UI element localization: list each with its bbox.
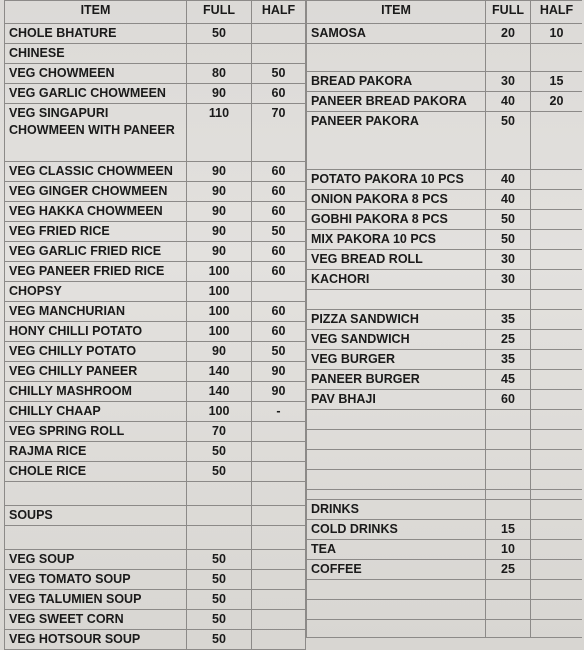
menu-row — [4, 610, 306, 630]
item-name: CHILLY MASHROOM — [4, 382, 187, 401]
full-price: 40 — [486, 92, 531, 111]
item-name: GOBHI PAKORA 8 PCS — [306, 210, 486, 229]
item-name: SOUPS — [4, 506, 187, 525]
item-name: SAMOSA — [306, 24, 486, 43]
full-price: 30 — [486, 270, 531, 289]
item-name: VEG SOUP — [4, 550, 187, 569]
full-price: 90 — [187, 242, 252, 261]
half-price — [252, 24, 306, 43]
full-price: 20 — [486, 24, 531, 43]
half-price — [531, 450, 582, 469]
full-price: 90 — [187, 84, 252, 103]
item-name — [306, 600, 486, 619]
menu-row — [306, 580, 582, 600]
half-price — [531, 310, 582, 329]
menu-row — [306, 540, 582, 560]
menu-row — [4, 202, 306, 222]
half-price: 90 — [252, 362, 306, 381]
full-header: FULL — [187, 1, 252, 23]
item-name: PIZZA SANDWICH — [306, 310, 486, 329]
full-price — [486, 430, 531, 449]
half-price: 60 — [252, 262, 306, 281]
full-price: 140 — [187, 382, 252, 401]
menu-row — [4, 526, 306, 550]
item-name: BREAD PAKORA — [306, 72, 486, 91]
half-price — [531, 230, 582, 249]
menu-row — [306, 600, 582, 620]
full-price: 50 — [187, 462, 252, 481]
menu-row — [306, 230, 582, 250]
half-price — [531, 112, 582, 169]
right-header-row — [306, 0, 582, 24]
item-name: VEG GARLIC CHOWMEEN — [4, 84, 187, 103]
full-price: 80 — [187, 64, 252, 83]
half-price — [252, 44, 306, 63]
full-price — [486, 470, 531, 489]
half-price: 50 — [252, 64, 306, 83]
menu-row — [306, 44, 582, 72]
item-name — [306, 450, 486, 469]
item-name: RAJMA RICE — [4, 442, 187, 461]
half-price — [252, 462, 306, 481]
item-name — [306, 490, 486, 499]
half-price: 20 — [549, 94, 564, 108]
item-name: VEG CHILLY POTATO — [4, 342, 187, 361]
item-name: DRINKS — [306, 500, 486, 519]
half-price — [531, 370, 582, 389]
half-price — [252, 422, 306, 441]
full-price — [486, 290, 531, 309]
full-price: 10 — [486, 540, 531, 559]
menu-row — [4, 104, 306, 162]
full-price: 110 — [187, 104, 252, 161]
item-name: VEG SANDWICH — [306, 330, 486, 349]
menu-row — [306, 490, 582, 500]
item-name: PANEER BURGER — [306, 370, 486, 389]
full-price: 40 — [486, 190, 531, 209]
item-name: PANEER BREAD PAKORA — [306, 92, 486, 111]
item-name — [306, 44, 486, 71]
item-header: ITEM — [306, 1, 486, 23]
item-name: MIX PAKORA 10 PCS — [306, 230, 486, 249]
half-price — [531, 190, 582, 209]
half-price: 15 — [549, 74, 564, 88]
half-price — [531, 290, 582, 309]
menu-row — [306, 310, 582, 330]
item-name: VEG SWEET CORN — [4, 610, 187, 629]
half-price: 10 — [549, 26, 564, 40]
half-price — [252, 282, 306, 301]
half-price — [252, 630, 306, 649]
item-name: CHINESE — [4, 44, 187, 63]
item-name: VEG CHILLY PANEER — [4, 362, 187, 381]
item-name: VEG BURGER — [306, 350, 486, 369]
half-price: 50 — [252, 342, 306, 361]
full-price: 100 — [187, 282, 252, 301]
menu-row — [4, 630, 306, 650]
full-price: 90 — [187, 342, 252, 361]
half-price — [252, 610, 306, 629]
full-price: 35 — [486, 350, 531, 369]
full-price: 40 — [486, 170, 531, 189]
menu-row — [4, 342, 306, 362]
item-name — [306, 290, 486, 309]
menu-row — [4, 482, 306, 506]
full-price: 50 — [486, 210, 531, 229]
menu-row — [306, 500, 582, 520]
half-price: 60 — [252, 302, 306, 321]
menu-row — [306, 92, 582, 112]
half-price — [531, 170, 582, 189]
full-price: 30 — [486, 250, 531, 269]
half-price — [531, 470, 582, 489]
half-price — [252, 506, 306, 525]
menu-row — [306, 410, 582, 430]
item-name: KACHORI — [306, 270, 486, 289]
item-name: COLD DRINKS — [306, 520, 486, 539]
item-name: POTATO PAKORA 10 PCS — [306, 170, 486, 189]
full-price: 100 — [187, 302, 252, 321]
item-name: VEG TOMATO SOUP — [4, 570, 187, 589]
item-name: ONION PAKORA 8 PCS — [306, 190, 486, 209]
half-price — [531, 330, 582, 349]
half-price — [252, 482, 306, 505]
half-price — [531, 500, 582, 519]
half-price: 50 — [252, 222, 306, 241]
menu-row — [4, 422, 306, 442]
half-price — [531, 620, 582, 637]
full-price: 50 — [187, 550, 252, 569]
half-price — [531, 430, 582, 449]
menu-row — [306, 250, 582, 270]
half-price: 60 — [252, 322, 306, 341]
item-name: VEG CHOWMEEN — [4, 64, 187, 83]
full-price: 100 — [187, 262, 252, 281]
item-name: VEG CLASSIC CHOWMEEN — [4, 162, 187, 181]
left-header-row — [4, 0, 306, 24]
half-price — [531, 270, 582, 289]
item-name — [4, 482, 187, 505]
item-name: VEG SINGAPURI CHOWMEEN WITH PANEER — [4, 104, 187, 161]
menu-row — [4, 24, 306, 44]
full-price — [486, 490, 531, 499]
full-price: 45 — [486, 370, 531, 389]
half-price: 60 — [252, 162, 306, 181]
full-price: 50 — [187, 630, 252, 649]
half-price — [252, 590, 306, 609]
half-price — [252, 570, 306, 589]
item-name: VEG BREAD ROLL — [306, 250, 486, 269]
full-price — [486, 600, 531, 619]
half-price: 70 — [252, 104, 306, 161]
half-price — [531, 520, 582, 539]
half-price: 60 — [252, 182, 306, 201]
half-price — [531, 390, 582, 409]
item-name: VEG MANCHURIAN — [4, 302, 187, 321]
item-name — [4, 526, 187, 549]
full-price: 100 — [187, 402, 252, 421]
full-price — [486, 450, 531, 469]
menu-row — [4, 402, 306, 422]
half-price — [531, 540, 582, 559]
menu-row — [306, 170, 582, 190]
full-header: FULL — [486, 1, 531, 23]
menu-row — [306, 450, 582, 470]
menu-row — [4, 84, 306, 104]
full-price: 140 — [187, 362, 252, 381]
menu-row — [4, 506, 306, 526]
menu-row — [306, 390, 582, 410]
full-price — [486, 500, 531, 519]
menu-row — [306, 560, 582, 580]
left-menu-table — [4, 0, 306, 650]
menu-row — [4, 282, 306, 302]
full-price: 90 — [187, 202, 252, 221]
item-name: VEG FRIED RICE — [4, 222, 187, 241]
full-price: 25 — [486, 330, 531, 349]
item-name: HONY CHILLI POTATO — [4, 322, 187, 341]
full-price: 15 — [486, 520, 531, 539]
item-name: VEG PANEER FRIED RICE — [4, 262, 187, 281]
menu-row — [306, 290, 582, 310]
full-price: 90 — [187, 222, 252, 241]
full-price: 25 — [486, 560, 531, 579]
half-price: - — [252, 402, 306, 421]
item-name: PAV BHAJI — [306, 390, 486, 409]
full-price — [187, 506, 252, 525]
menu-row — [4, 302, 306, 322]
menu-row — [306, 330, 582, 350]
menu-row — [306, 112, 582, 170]
menu-row — [4, 550, 306, 570]
half-price — [252, 550, 306, 569]
half-price — [531, 560, 582, 579]
half-header: HALF — [252, 1, 306, 23]
item-name: CHOLE RICE — [4, 462, 187, 481]
full-price: 60 — [486, 390, 531, 409]
full-price: 50 — [486, 230, 531, 249]
full-price: 50 — [187, 610, 252, 629]
menu-row — [306, 270, 582, 290]
half-price — [531, 210, 582, 229]
menu-row — [4, 462, 306, 482]
menu-row — [4, 570, 306, 590]
item-name: COFFEE — [306, 560, 486, 579]
menu-row — [4, 162, 306, 182]
item-name — [306, 410, 486, 429]
item-name: CHOPSY — [4, 282, 187, 301]
item-name: VEG GARLIC FRIED RICE — [4, 242, 187, 261]
item-name — [306, 620, 486, 637]
item-name: CHOLE BHATURE — [4, 24, 187, 43]
half-price — [531, 410, 582, 429]
item-name: VEG TALUMIEN SOUP — [4, 590, 187, 609]
full-price: 90 — [187, 182, 252, 201]
full-price — [486, 620, 531, 637]
menu-row — [4, 590, 306, 610]
half-price — [531, 44, 582, 71]
menu-row — [4, 182, 306, 202]
half-price — [252, 442, 306, 461]
half-price: 60 — [252, 202, 306, 221]
full-price — [486, 580, 531, 599]
menu-row — [306, 520, 582, 540]
full-price: 50 — [187, 590, 252, 609]
half-price — [252, 526, 306, 549]
menu-row — [306, 72, 582, 92]
full-price: 30 — [486, 72, 531, 91]
full-price — [486, 410, 531, 429]
item-name — [306, 470, 486, 489]
half-price: 60 — [252, 84, 306, 103]
menu-row — [4, 44, 306, 64]
menu-row — [306, 620, 582, 638]
full-price: 100 — [187, 322, 252, 341]
full-price: 90 — [187, 162, 252, 181]
full-price: 50 — [486, 112, 531, 169]
half-price: 90 — [252, 382, 306, 401]
half-price — [531, 600, 582, 619]
item-name: CHILLY CHAAP — [4, 402, 187, 421]
full-price — [187, 526, 252, 549]
item-name — [306, 580, 486, 599]
item-name: PANEER PAKORA — [306, 112, 486, 169]
menu-row — [306, 430, 582, 450]
menu-row — [4, 242, 306, 262]
menu-row — [4, 442, 306, 462]
item-name — [306, 430, 486, 449]
menu-row — [4, 64, 306, 84]
half-price — [531, 250, 582, 269]
menu-row — [4, 322, 306, 342]
menu-row — [306, 370, 582, 390]
item-name: TEA — [306, 540, 486, 559]
menu-row — [306, 24, 582, 44]
item-name: VEG GINGER CHOWMEEN — [4, 182, 187, 201]
half-price — [531, 580, 582, 599]
menu-row — [4, 362, 306, 382]
full-price — [187, 44, 252, 63]
menu-row — [4, 382, 306, 402]
menu-row — [306, 210, 582, 230]
item-name: VEG SPRING ROLL — [4, 422, 187, 441]
item-name: VEG HOTSOUR SOUP — [4, 630, 187, 649]
right-menu-table — [306, 0, 582, 638]
item-header: ITEM — [4, 1, 187, 23]
half-header: HALF — [539, 3, 574, 17]
half-price — [531, 350, 582, 369]
full-price: 50 — [187, 570, 252, 589]
menu-row — [306, 350, 582, 370]
menu-row — [4, 222, 306, 242]
full-price — [187, 482, 252, 505]
full-price: 50 — [187, 442, 252, 461]
half-price: 60 — [252, 242, 306, 261]
item-name: VEG HAKKA CHOWMEEN — [4, 202, 187, 221]
full-price: 35 — [486, 310, 531, 329]
menu-row — [306, 470, 582, 490]
full-price — [486, 44, 531, 71]
full-price: 50 — [187, 24, 252, 43]
half-price — [531, 490, 582, 499]
full-price: 70 — [187, 422, 252, 441]
menu-row — [4, 262, 306, 282]
menu-row — [306, 190, 582, 210]
